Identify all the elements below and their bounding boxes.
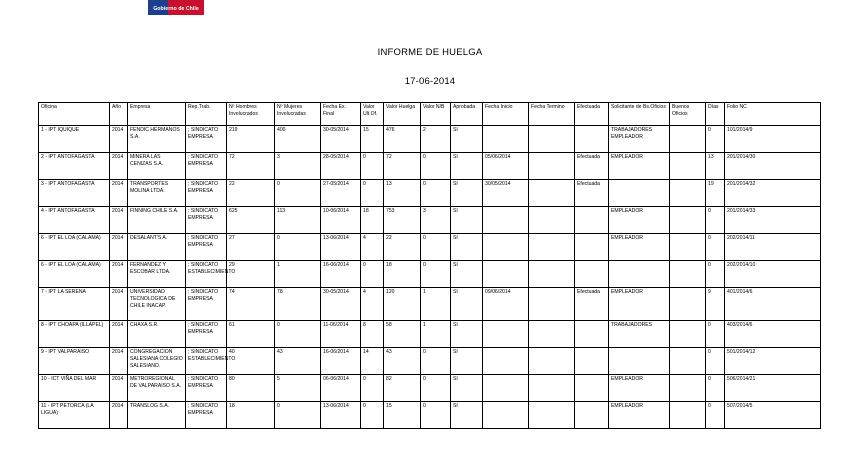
table-cell: 3 bbox=[421, 207, 451, 234]
table-cell: 27-05/2014 bbox=[321, 180, 361, 207]
table-row bbox=[39, 402, 821, 429]
table-cell: 16-06/2014 bbox=[321, 348, 361, 375]
table-cell: 0 bbox=[275, 234, 321, 261]
table-row bbox=[39, 261, 821, 288]
table-cell: 3 bbox=[275, 153, 321, 180]
table-cell: 9 bbox=[706, 288, 725, 321]
table-cell: 2014 bbox=[110, 261, 128, 288]
table-cell bbox=[670, 207, 706, 234]
table-cell: SI bbox=[451, 261, 483, 288]
table-cell bbox=[529, 375, 575, 402]
table-cell: 43 bbox=[384, 348, 421, 375]
table-cell: 30-05/2014 bbox=[321, 126, 361, 153]
government-logo bbox=[148, 0, 204, 15]
table-cell: 13-06/2014 bbox=[321, 402, 361, 429]
table-cell: 06-06/2014 bbox=[321, 375, 361, 402]
table-cell: 18 bbox=[361, 207, 384, 234]
table-cell: SI bbox=[451, 288, 483, 321]
table-cell bbox=[529, 402, 575, 429]
table-cell: ; SINDICATO ESTABLECIMIENTO bbox=[186, 348, 227, 375]
table-cell: DESALANT'S A. bbox=[128, 234, 186, 261]
table-cell: 6 - IPT EL LOA (CALAMA) bbox=[39, 234, 110, 261]
table-cell: 8 - IPT CHOAPA (ILLAPEL) bbox=[39, 321, 110, 348]
table-cell: 0 bbox=[361, 402, 384, 429]
table-cell: SI bbox=[451, 207, 483, 234]
table-cell: 2014 bbox=[110, 153, 128, 180]
table-cell: ; SINDICATO EMPRESA bbox=[186, 153, 227, 180]
column-header: Año bbox=[110, 103, 128, 126]
table-cell: CHAXA S.R. bbox=[128, 321, 186, 348]
table-cell: 3 - IPT ANTOFAGASTA bbox=[39, 180, 110, 207]
table-cell: 05/06/2014 bbox=[483, 153, 529, 180]
table-cell bbox=[529, 234, 575, 261]
table-cell bbox=[670, 375, 706, 402]
table-row bbox=[39, 180, 821, 207]
table-cell bbox=[670, 126, 706, 153]
table-cell: 506/2014/21 bbox=[725, 375, 821, 402]
table-cell: 72 bbox=[384, 153, 421, 180]
table-cell: 0 bbox=[421, 348, 451, 375]
logo-text: Gobierno de Chile bbox=[153, 6, 199, 12]
table-cell: TRANSPORTES MOLINA LTDA. bbox=[128, 180, 186, 207]
column-header: Empresa bbox=[128, 103, 186, 126]
table-cell: ; SINDICATO EMPRESA bbox=[186, 321, 227, 348]
table-cell: 61 bbox=[227, 321, 275, 348]
table-cell: 0 bbox=[361, 261, 384, 288]
column-header: Fecha Termino bbox=[529, 103, 575, 126]
table-cell: 0 bbox=[706, 126, 725, 153]
table-cell bbox=[609, 261, 670, 288]
table-cell: ; SINDICATO EMPRESA bbox=[186, 180, 227, 207]
table-cell: 0 bbox=[706, 375, 725, 402]
table-cell: 16-06/2014 bbox=[321, 261, 361, 288]
table-cell: 201/2014/30 bbox=[725, 153, 821, 180]
table-cell: EMPLEADOR bbox=[609, 402, 670, 429]
table-cell bbox=[609, 180, 670, 207]
table-cell: 2014 bbox=[110, 207, 128, 234]
table-cell: 11-06/2014 bbox=[321, 321, 361, 348]
table-cell: 13 bbox=[706, 153, 725, 180]
table-cell bbox=[609, 348, 670, 375]
table-cell: 0 bbox=[706, 261, 725, 288]
table-cell: SI bbox=[451, 180, 483, 207]
table-cell bbox=[483, 321, 529, 348]
table-cell bbox=[670, 288, 706, 321]
column-header: Rep.Trab. bbox=[186, 103, 227, 126]
table-cell: 80 bbox=[227, 375, 275, 402]
column-header: Fecha Inicio bbox=[483, 103, 529, 126]
table-cell bbox=[529, 207, 575, 234]
table-cell: 29 bbox=[227, 261, 275, 288]
table-cell: Efectuada bbox=[575, 180, 609, 207]
table-cell: CONGREGACION SALESIANA COLEGIO SALESIANO. bbox=[128, 348, 186, 375]
table-cell bbox=[483, 348, 529, 375]
table-cell: 4 bbox=[361, 288, 384, 321]
table-cell: METROREGIONAL DE VALPARAISO S.A. bbox=[128, 375, 186, 402]
column-header: Buenos Oficios bbox=[670, 103, 706, 126]
table-row bbox=[39, 153, 821, 180]
table-cell: 13-06/2014 bbox=[321, 234, 361, 261]
table-cell: 15 bbox=[361, 126, 384, 153]
table-cell: 0 bbox=[421, 153, 451, 180]
table-cell: 5 bbox=[275, 375, 321, 402]
table-cell bbox=[670, 153, 706, 180]
table-cell: 0 bbox=[361, 180, 384, 207]
table-cell: 476 bbox=[384, 126, 421, 153]
table-cell: 0 bbox=[421, 180, 451, 207]
column-header: Valor Huelga bbox=[384, 103, 421, 126]
strike-report-table bbox=[38, 102, 821, 429]
table-cell: ; SINDICATO EMPRESA bbox=[186, 375, 227, 402]
table-cell: EMPLEADOR bbox=[609, 288, 670, 321]
table-cell: ; SINDICATO EMPRESA bbox=[186, 288, 227, 321]
table-cell bbox=[483, 402, 529, 429]
table-cell: 0 bbox=[706, 234, 725, 261]
table-cell: 10-06/2014 bbox=[321, 207, 361, 234]
table-cell: 753 bbox=[384, 207, 421, 234]
table-cell: 201/2014/32 bbox=[725, 180, 821, 207]
table-cell: ; SINDICATO EMPRESA bbox=[186, 207, 227, 234]
column-header: Folio NC bbox=[725, 103, 821, 126]
table-cell bbox=[483, 207, 529, 234]
table-cell: 0 bbox=[421, 375, 451, 402]
table-cell: TRABAJADORES bbox=[609, 321, 670, 348]
table-cell bbox=[483, 375, 529, 402]
table-cell: 219 bbox=[227, 126, 275, 153]
table-cell: 0 bbox=[421, 261, 451, 288]
table-cell: 0 bbox=[421, 402, 451, 429]
table-cell: 4 bbox=[361, 234, 384, 261]
table-cell bbox=[483, 234, 529, 261]
table-cell: 0 bbox=[275, 180, 321, 207]
table-cell: 2014 bbox=[110, 321, 128, 348]
column-header: Solicitante de Bs.Oficios bbox=[609, 103, 670, 126]
table-cell: FERNANDEZ Y ESCOBAR LTDA. bbox=[128, 261, 186, 288]
table-cell: SI bbox=[451, 402, 483, 429]
table-cell bbox=[670, 348, 706, 375]
table-cell: 30-05/2014 bbox=[321, 288, 361, 321]
table-cell bbox=[529, 261, 575, 288]
table-cell: ; SINDICATO EMPRESA bbox=[186, 402, 227, 429]
table-cell: FENDIC HERMANOS S.A. bbox=[128, 126, 186, 153]
table-cell: 1 bbox=[275, 261, 321, 288]
table-cell: 0 bbox=[706, 207, 725, 234]
table-cell: 13 bbox=[384, 180, 421, 207]
table-cell: UNIVERSIDAD TECNOLOGICA DE CHILE INACAP. bbox=[128, 288, 186, 321]
table-cell bbox=[575, 402, 609, 429]
table-cell: Efectuada bbox=[575, 288, 609, 321]
table-cell: 6 - IPT EL LOA (CALAMA) bbox=[39, 261, 110, 288]
table-cell: 43 bbox=[275, 348, 321, 375]
table-cell: 58 bbox=[384, 321, 421, 348]
table-cell bbox=[575, 207, 609, 234]
table-header-row bbox=[39, 103, 821, 126]
table-cell: 201/2014/33 bbox=[725, 207, 821, 234]
table-cell: 11 - IPT PETORCA (LA LIGUA) bbox=[39, 402, 110, 429]
table-cell bbox=[483, 126, 529, 153]
table-body bbox=[39, 126, 821, 429]
table-cell bbox=[529, 321, 575, 348]
table-cell: 400 bbox=[275, 126, 321, 153]
table-cell: 15 bbox=[384, 402, 421, 429]
table-cell: SI bbox=[451, 234, 483, 261]
table-cell: 2014 bbox=[110, 402, 128, 429]
table-row bbox=[39, 348, 821, 375]
table-cell: 0 bbox=[421, 234, 451, 261]
report-title: INFORME DE HUELGA bbox=[377, 47, 483, 58]
table-cell: 0 bbox=[275, 321, 321, 348]
table-cell bbox=[670, 180, 706, 207]
table-cell: EMPLEADOR bbox=[609, 234, 670, 261]
table-cell: ; SINDICATO EMPRESA bbox=[186, 126, 227, 153]
table-cell: 2 bbox=[421, 126, 451, 153]
column-header: Días bbox=[706, 103, 725, 126]
table-cell bbox=[529, 126, 575, 153]
table-row bbox=[39, 288, 821, 321]
table-cell: 120 bbox=[384, 288, 421, 321]
table-cell bbox=[483, 261, 529, 288]
table-cell: 0 bbox=[706, 321, 725, 348]
table-cell: 74 bbox=[227, 288, 275, 321]
table-cell: SI bbox=[451, 126, 483, 153]
table-cell: EMPLEADOR bbox=[609, 375, 670, 402]
table-cell: 27 bbox=[227, 234, 275, 261]
table-cell: 2014 bbox=[110, 288, 128, 321]
table-cell: 1 - IPT IQUIQUE bbox=[39, 126, 110, 153]
table-cell: 82 bbox=[384, 375, 421, 402]
table-cell: 72 bbox=[227, 153, 275, 180]
table-cell bbox=[575, 348, 609, 375]
table-cell: 18 bbox=[384, 261, 421, 288]
table-cell: 2014 bbox=[110, 234, 128, 261]
table-cell: 4 - IPT ANTOFAGASTA bbox=[39, 207, 110, 234]
table-cell: 28-05/2014 bbox=[321, 153, 361, 180]
table-cell: 1 bbox=[421, 321, 451, 348]
table-row bbox=[39, 321, 821, 348]
table-cell: 2 - IPT ANTOFAGASTA bbox=[39, 153, 110, 180]
table-cell: 507/2014/5 bbox=[725, 402, 821, 429]
table-cell: 8 bbox=[361, 321, 384, 348]
table-cell: SI bbox=[451, 153, 483, 180]
table-cell: 19 bbox=[706, 180, 725, 207]
table-cell: 30/05/2014 bbox=[483, 180, 529, 207]
column-header: Valor N/B bbox=[421, 103, 451, 126]
column-header: Oficina bbox=[39, 103, 110, 126]
table-cell: 0 bbox=[361, 153, 384, 180]
table-cell: 2014 bbox=[110, 348, 128, 375]
table-row bbox=[39, 375, 821, 402]
table-cell bbox=[529, 288, 575, 321]
table-cell: 2014 bbox=[110, 126, 128, 153]
table-cell: 101/2014/9 bbox=[725, 126, 821, 153]
table-cell: 22 bbox=[227, 180, 275, 207]
table-cell: TRABAJADORES EMPLEADOR bbox=[609, 126, 670, 153]
table-cell: 18 bbox=[227, 402, 275, 429]
table-cell: 0 bbox=[361, 375, 384, 402]
table-cell bbox=[575, 126, 609, 153]
table-cell: 0 bbox=[706, 402, 725, 429]
table-cell: SI bbox=[451, 348, 483, 375]
table-cell: MINERA LAS CENIZAS S.A. bbox=[128, 153, 186, 180]
table-cell: 202/2014/10 bbox=[725, 261, 821, 288]
table-cell bbox=[575, 234, 609, 261]
table-cell: 22 bbox=[384, 234, 421, 261]
table-cell: ; SINDICATO ESTABLECIMIENTO bbox=[186, 261, 227, 288]
table-cell: 0 bbox=[706, 348, 725, 375]
table-cell: 625 bbox=[227, 207, 275, 234]
table-cell bbox=[670, 261, 706, 288]
table-cell: 9 - IPT VALPARAISO bbox=[39, 348, 110, 375]
report-date: 17-06-2014 bbox=[404, 76, 456, 87]
table-cell: 1 bbox=[421, 288, 451, 321]
table-row bbox=[39, 234, 821, 261]
table-cell: Efectuada bbox=[575, 153, 609, 180]
table-cell: TRANSLOG S.A. bbox=[128, 402, 186, 429]
column-header: Aprobada bbox=[451, 103, 483, 126]
table-cell: SI bbox=[451, 375, 483, 402]
column-header: Valor Ult.Of. bbox=[361, 103, 384, 126]
table-cell: 10 - ICT VIÑA DEL MAR bbox=[39, 375, 110, 402]
table-cell bbox=[529, 153, 575, 180]
table-cell: 78 bbox=[275, 288, 321, 321]
table-cell: 403/2014/6 bbox=[725, 321, 821, 348]
table-cell: SI bbox=[451, 321, 483, 348]
table-cell bbox=[529, 348, 575, 375]
table-cell: 501/2014/12 bbox=[725, 348, 821, 375]
table-cell: 7 - IPT LA SERENA bbox=[39, 288, 110, 321]
table-cell: 09/06/2014 bbox=[483, 288, 529, 321]
table-row bbox=[39, 126, 821, 153]
table-cell: EMPLEADOR bbox=[609, 153, 670, 180]
table-cell bbox=[575, 375, 609, 402]
table-cell bbox=[575, 261, 609, 288]
table-cell: 0 bbox=[275, 402, 321, 429]
table-cell: EMPLEADOR bbox=[609, 207, 670, 234]
table-cell: 202/2014/11 bbox=[725, 234, 821, 261]
table-cell: ; SINDICATO EMPRESA bbox=[186, 234, 227, 261]
table-cell: 40 bbox=[227, 348, 275, 375]
table-cell: 14 bbox=[361, 348, 384, 375]
table-cell bbox=[575, 321, 609, 348]
table-cell: FINNING CHILE S.A. bbox=[128, 207, 186, 234]
table-cell: 2014 bbox=[110, 375, 128, 402]
table-row bbox=[39, 207, 821, 234]
table-cell bbox=[529, 180, 575, 207]
column-header: Nº Hombres Involucrados bbox=[227, 103, 275, 126]
column-header: Fecha Ex. Final bbox=[321, 103, 361, 126]
column-header: Nº Mujeres Involucradas bbox=[275, 103, 321, 126]
column-header: Efectuada bbox=[575, 103, 609, 126]
table-cell bbox=[670, 234, 706, 261]
table-cell: 113 bbox=[275, 207, 321, 234]
table-cell bbox=[670, 321, 706, 348]
table-cell bbox=[670, 402, 706, 429]
table-cell: 401/2014/6 bbox=[725, 288, 821, 321]
table-cell: 2014 bbox=[110, 180, 128, 207]
